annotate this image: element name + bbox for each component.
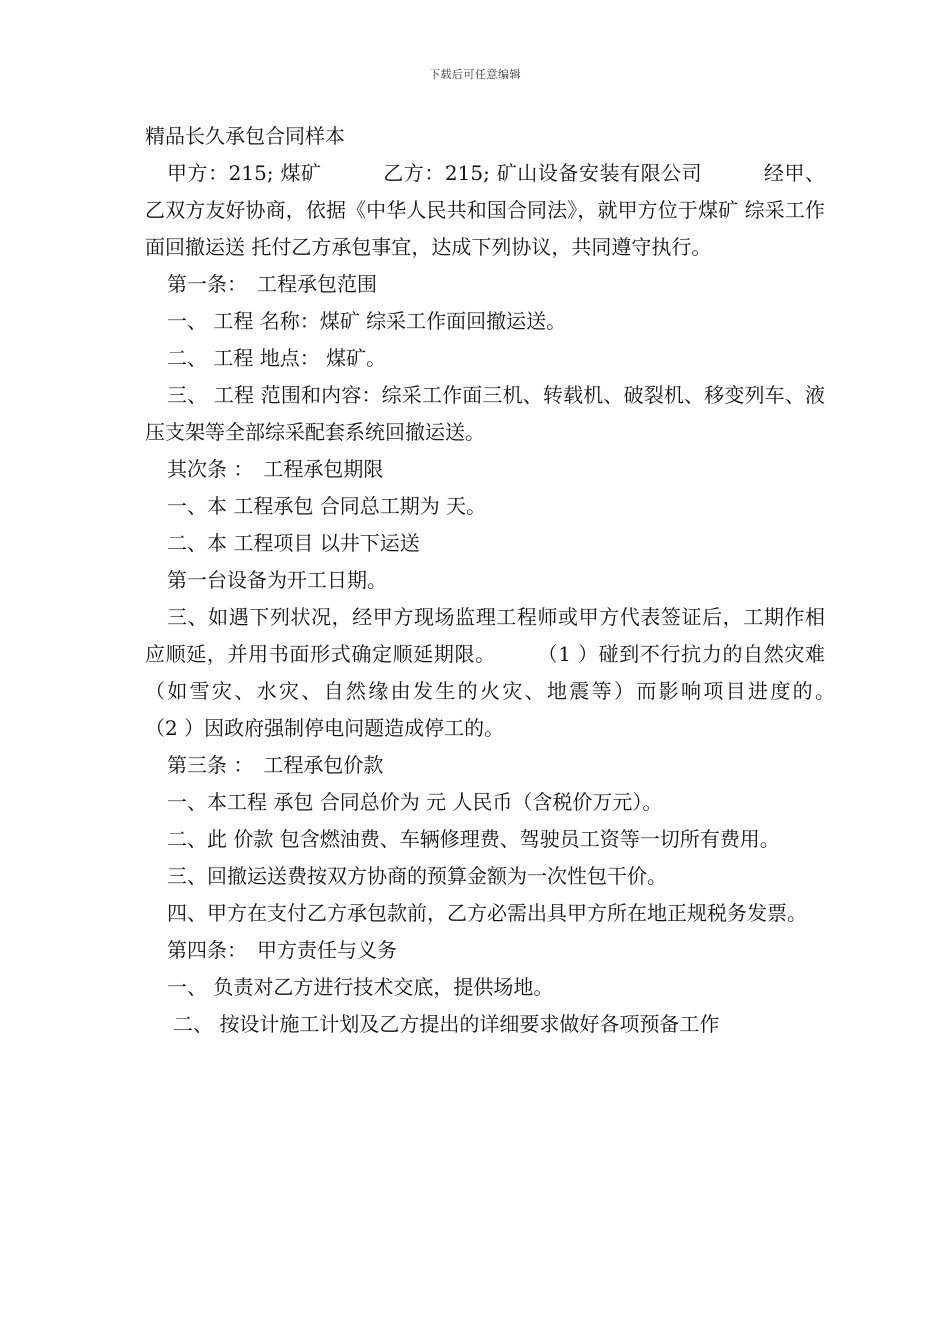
article-2-item-1: 一、本 工程承包 合同总工期为 天。 [167, 494, 487, 518]
article-1-item-3: 三、 工程 范围和内容：综采工作面三机、转载机、破裂机、移变列车、液压支架等全部综采配套系统回撤运送。 [145, 383, 825, 444]
article-4-item-2: 二、 按设计施工计划及乙方提出的详细要求做好各项预备工作 [173, 1012, 720, 1036]
article-3-heading: 第三条 ： 工程承包价款 [167, 753, 384, 777]
article-3-item-3: 三、回撤运送费按双方协商的预算金额为一次性包干价。 [167, 864, 667, 888]
article-2-heading: 其次条 ： 工程承包期限 [167, 457, 384, 481]
article-3-item-4: 四、甲方在支付乙方承包款前，乙方必需出具甲方所在地正规税务发票。 [167, 901, 807, 925]
article-1-heading: 第一条： 工程承包范围 [167, 272, 377, 296]
article-2-item-2-cont: 第一台设备为开工日期。 [167, 568, 387, 592]
document-title: 精品长久承包合同样本 [145, 124, 345, 148]
article-4-item-1: 一、 负责对乙方进行技术交底，提供场地。 [167, 975, 554, 999]
page-header-note: 下载后可任意编辑 [429, 68, 521, 81]
article-1-item-1: 一、 工程 名称：煤矿 综采工作面回撤运送。 [167, 309, 567, 333]
article-3-item-2: 二、此 价款 包含燃油费、车辆修理费、驾驶员工资等一切所有费用。 [167, 827, 780, 851]
article-1-item-2: 二、 工程 地点： 煤矿。 [167, 346, 387, 370]
document-body [145, 118, 885, 1043]
article-2-item-3: 三、如遇下列状况，经甲方现场监理工程师或甲方代表签证后，工期作相应顺延，并用书面形式确定顺延期限。 （1 ）碰到不行抗力的自然灾难（如雪灾、水灾、自然缘由发生的火灾、地震等）而影响项目进度的。 （2 ）因政府强制停电问题造成停工的。 [145, 605, 885, 740]
paragraph-parties: 甲方：215; 煤矿 乙方：215; 矿山设备安装有限公司 经甲、乙双方友好协商，依据《中华人民共和国合同法》，就甲方位于煤矿 综采工作面回撤运送 托付乙方承包事宜，达成下列协议，共同遵守执行。 [145, 161, 825, 259]
article-4-heading: 第四条： 甲方责任与义务 [167, 938, 397, 962]
article-2-item-2: 二、本 工程项目 以井下运送 [167, 531, 420, 555]
article-3-item-1: 一、本工程 承包 合同总价为 元 人民币（含税价万元）。 [167, 790, 663, 814]
